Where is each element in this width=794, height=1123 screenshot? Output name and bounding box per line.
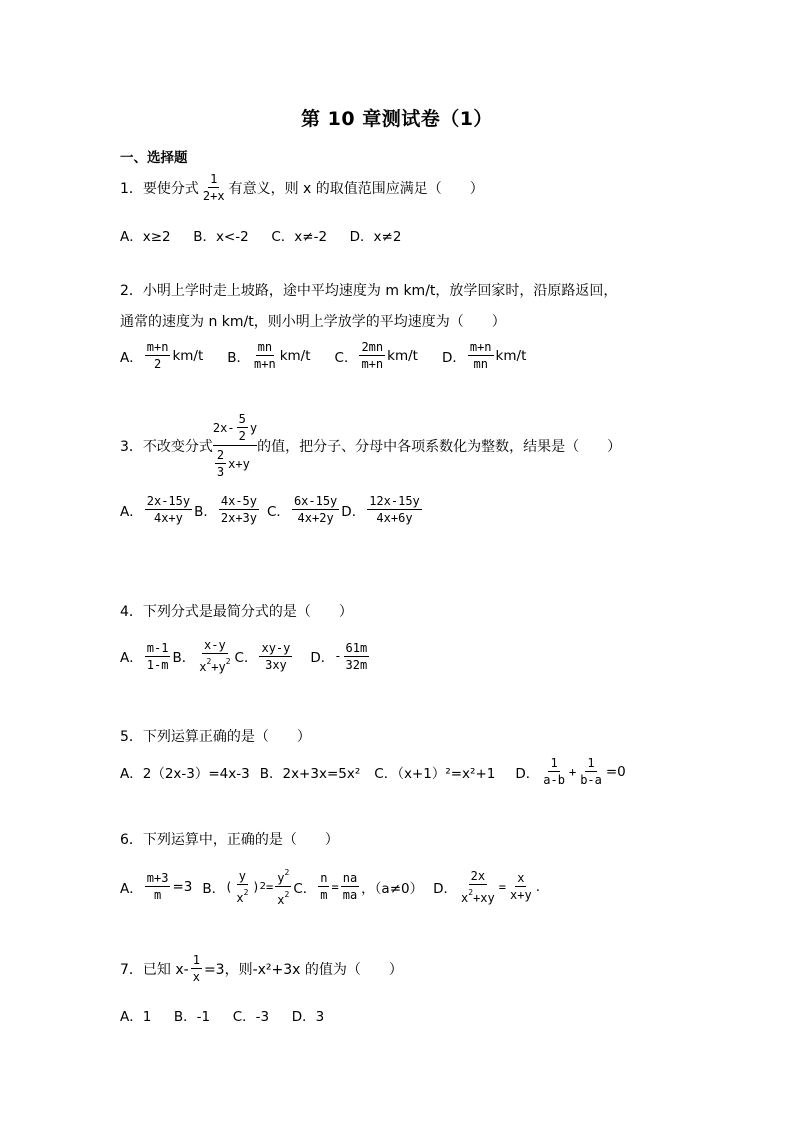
fraction-numerator: x-y [204,638,226,652]
option-b-fraction [234,869,250,905]
option-a: A． [120,880,143,897]
fraction-numerator: 5 [238,412,246,426]
option-d: D． [441,349,466,366]
question-7-fraction [191,953,202,984]
option-c-fraction [359,340,385,371]
option-a: A．2（2x-3）=4x-3 [120,765,250,782]
option-b: B． [202,880,226,897]
question-3-suffix: 的值，把分子、分母中各项系数化为整数，结果是（ ） [257,438,622,455]
option-a: A．x≥2 [120,229,171,245]
option-a-fraction [145,494,192,525]
question-3 [120,412,621,479]
question-4-stem: 4．下列分式是最简分式的是（ ） [120,604,353,620]
equals-sign: = [331,879,339,894]
fraction-numerator: 1 [587,756,595,770]
numerator-variable: y [249,420,258,435]
denominator-base: x [236,890,244,905]
option-c-fraction [259,641,292,672]
option-d: D． [341,503,366,520]
option-d-fraction [344,641,370,672]
fraction-denominator: 4x+y [153,511,183,525]
fraction-denominator: m [320,888,328,902]
option-c: C．x≠-2 [271,229,328,245]
fraction-numerator: 2 [216,448,225,462]
fraction-numerator: na [342,871,358,885]
fraction-numerator: 1 [210,172,218,186]
option-d: D． [515,765,540,782]
question-4-options [120,638,371,674]
fraction-denominator: $x^2$ [236,887,249,905]
question-5-stem: 5．下列运算正确的是（ ） [120,729,311,745]
option-b: B．2x+3x=5x² [259,765,361,782]
denominator-base: x [277,893,285,907]
fraction-numerator: m+n [146,340,169,354]
close-paren: ) [252,879,260,894]
option-d-unit: km/t [495,347,527,364]
equals-sign: = [498,879,506,894]
fraction-denominator: 1-m [146,657,169,672]
denominator-rest: +y [211,660,226,674]
numerator-term: 2x- [212,420,235,435]
fraction-numerator: mn [257,340,273,354]
question-1 [120,172,484,203]
fraction-numerator: 2mn [361,340,384,354]
fraction-denominator: $x^2$ [277,890,290,907]
plus-sign: + [568,764,577,779]
option-d-result-fraction [508,871,534,902]
option-c-unit: km/t [387,347,418,364]
option-b-fraction [219,494,259,525]
fraction-numerator: m+n [469,340,492,354]
fraction-denominator: 2+x [202,189,225,203]
question-3-complex-fraction [213,412,257,479]
fraction-denominator: m+n [254,357,276,371]
option-a: A．1 [120,1009,152,1025]
fraction-denominator: $x^2+xy$ [461,887,495,905]
fraction-numerator: 61m [345,640,368,655]
fraction-denominator: b-a [580,773,602,787]
fraction-numerator: y [238,868,246,883]
option-d-fraction [468,340,494,371]
option-a-fraction [145,340,171,371]
option-a-unit: km/t [172,347,204,364]
equals-sign: = [266,879,274,894]
option-b-result-fraction [275,866,291,907]
question-2-line-1: 2．小明上学时走上坡路，途中平均速度为 m km/t，放学回家时，沿原路返回， [120,283,618,299]
question-7-options [120,1005,324,1025]
question-6-stem: 6．下列运算中，正确的是（ ） [120,832,339,848]
fraction-numerator: 1 [550,756,558,770]
question-1-fraction [201,172,227,203]
option-d-result: =0 [605,763,626,780]
option-d-sign: - [334,649,342,663]
fraction-denominator: x [192,970,200,984]
option-c: C． [234,650,258,666]
question-1-prefix: 1．要使分式 [120,180,199,197]
option-d: D．x≠2 [349,229,402,245]
option-b: B． [172,650,196,666]
option-b: B．-1 [173,1009,211,1025]
fraction-denominator: m+n [361,357,384,371]
question-7-prefix: 7．已知 x- [120,961,189,978]
option-a: A． [120,650,143,666]
option-c-condition: ，（a≠0） [361,880,424,897]
fraction-numerator: 6x-15y [293,494,338,508]
complex-denominator [213,446,250,479]
fraction-numerator: 1 [192,953,200,967]
option-c: C． [334,349,358,366]
option-c: C．（x+1）²=x²+1 [374,765,496,782]
question-7 [120,953,403,984]
numerator-base: y [277,871,285,885]
option-d: D． [310,650,335,666]
question-2-options [120,340,526,371]
option-b: B．x<-2 [193,229,249,245]
question-3-prefix: 3．不改变分式 [120,438,213,455]
option-c-result-fraction [341,871,359,902]
option-c-fraction [318,871,329,902]
option-d-fraction [459,869,497,905]
exponent: 2 [259,881,267,892]
fraction-denominator: 2 [238,429,246,443]
denominator-rest: +xy [473,890,495,905]
fraction-denominator: a-b [543,773,565,787]
option-d-fraction-2 [578,756,604,787]
question-1-options [120,225,401,245]
fraction-denominator: 4x+2y [297,511,334,525]
fraction-denominator: 2x+3y [220,511,257,525]
fraction-numerator: $y^2$ [277,868,290,885]
question-3-options [120,494,424,525]
option-d: D． [433,880,458,897]
option-a: A． [120,349,143,366]
option-d: D．3 [291,1009,325,1025]
denominator-coefficient-fraction [215,448,226,479]
section-heading: 一、选择题 [120,150,188,166]
option-d-fraction [367,494,422,525]
option-b-fraction [252,340,278,371]
fraction-numerator: xy-y [261,640,291,655]
fraction-numerator: x [517,871,525,885]
option-b-unit: km/t [279,347,311,364]
fraction-numerator: n [320,871,328,885]
question-2-line-2: 通常的速度为 n km/t，则小明上学放学的平均速度为（ ） [120,314,506,330]
question-6-options [120,866,540,907]
fraction-denominator: x+y [510,888,532,902]
fraction-numerator: 2x-15y [146,494,191,508]
option-c: C． [267,503,290,520]
open-paren: ( [225,879,233,894]
question-5-options [120,756,626,787]
denominator-base: x [461,890,469,905]
fraction-denominator: 4x+6y [376,511,413,525]
option-a-result: =3 [172,878,193,895]
fraction-denominator: 2 [153,357,162,371]
fraction-numerator: 2x [470,868,486,883]
option-a: A． [120,503,143,520]
fraction-numerator: m-1 [146,640,169,655]
option-b: B． [227,349,251,366]
fraction-numerator: m+3 [146,871,169,885]
fraction-denominator: ma [342,888,358,902]
fraction-denominator: 3 [216,465,225,479]
option-d-end: . [535,878,540,895]
fraction-numerator: 4x-5y [220,494,257,508]
fraction-denominator: 32m [345,657,368,672]
option-c-fraction [292,494,339,525]
complex-numerator [213,412,257,446]
fraction-denominator: m [153,888,162,902]
numerator-coefficient-fraction [237,412,248,443]
fraction-denominator: mn [473,357,488,371]
option-c: C． [293,880,317,897]
fraction-numerator: 12x-15y [369,494,420,508]
option-d-fraction-1 [541,756,567,787]
page-title: 第 10 章测试卷（1） [301,108,493,130]
option-b-fraction [197,638,232,674]
question-1-suffix: 有意义，则 x 的取值范围应满足（ ） [228,180,484,197]
option-a-fraction [145,871,171,902]
question-7-suffix: =3，则-x²+3x 的值为（ ） [203,961,403,978]
fraction-denominator: $x^2+y^2$ [199,657,231,674]
option-c: C．-3 [232,1009,270,1025]
option-a-fraction [145,641,171,672]
denominator-term: x+y [228,456,250,471]
option-b: B． [194,503,217,520]
fraction-denominator: 3xy [265,657,287,672]
denominator-base: x [199,660,207,674]
